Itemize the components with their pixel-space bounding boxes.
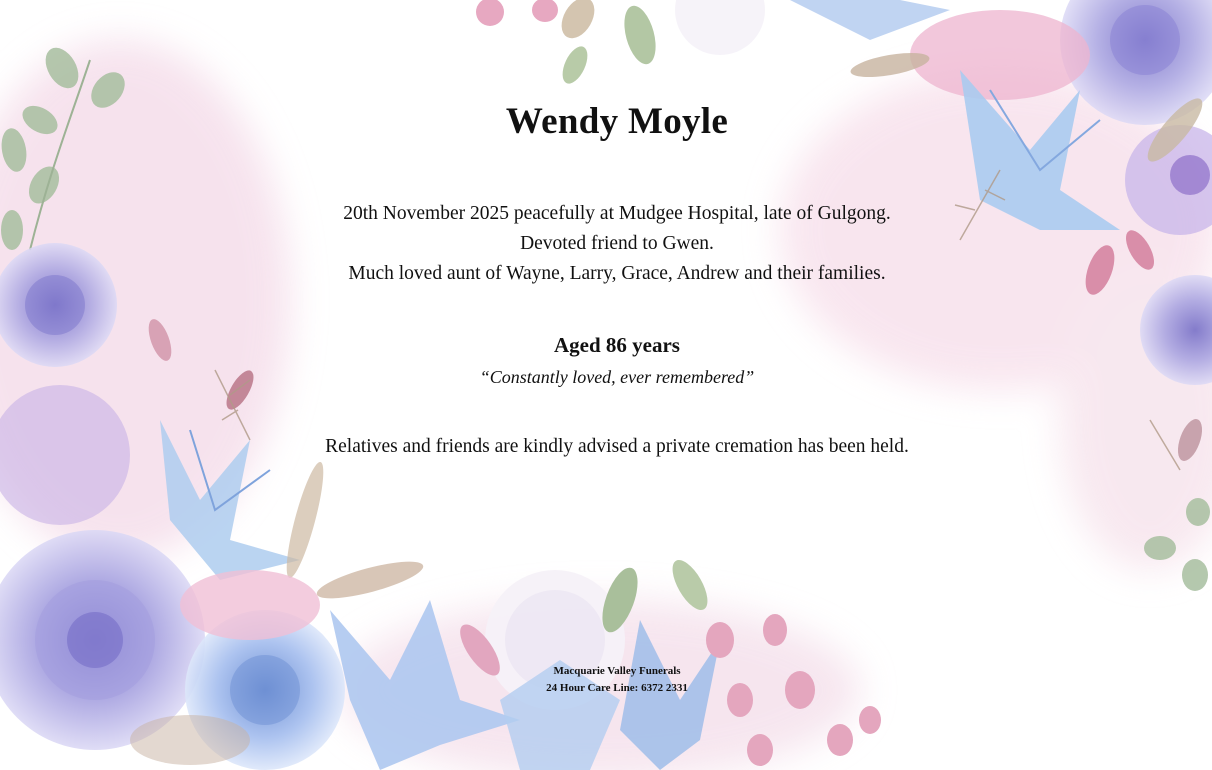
deceased-name: Wendy Moyle: [505, 101, 729, 142]
memorial-quote: “Constantly loved, ever remembered”: [479, 367, 755, 387]
notice-detail-line: Much loved aunt of Wayne, Larry, Grace, Andrew and their families.: [348, 263, 886, 284]
cremation-advice: Relatives and friends are kindly advised a private cremation has been held.: [325, 436, 909, 457]
age-line: Aged 86 years: [554, 333, 680, 357]
notice-detail-line: Devoted friend to Gwen.: [520, 233, 714, 254]
funeral-business-name: Macquarie Valley Funerals: [553, 665, 681, 677]
care-line: 24 Hour Care Line: 6372 2331: [546, 682, 688, 694]
notice-details: [140, 199, 1094, 289]
notice-detail-line: 20th November 2025 peacefully at Mudgee Hospital, late of Gulgong.: [343, 203, 891, 224]
